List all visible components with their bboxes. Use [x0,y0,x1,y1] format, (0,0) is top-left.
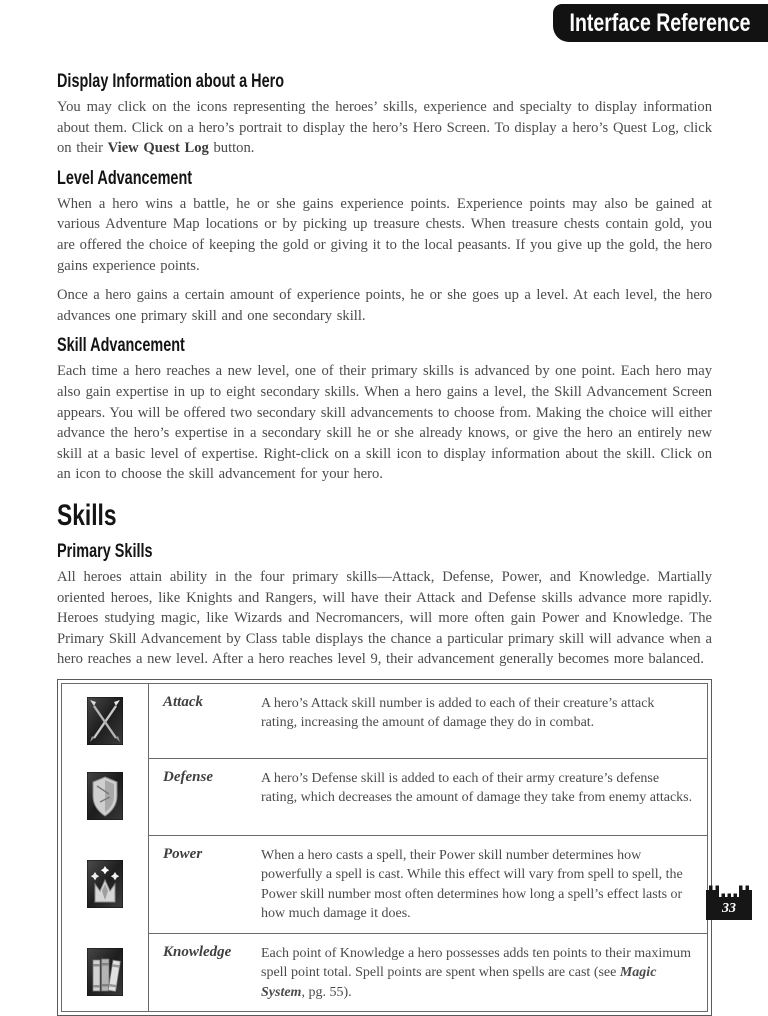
shield-defense-icon [87,772,123,820]
paragraph-primary-skills: All heroes attain ability in the four primary skills—Attack, Defense, Power, and Knowledge. Martially oriented heroes, like Knights and Rangers, will have their Attack and Defense skills advance more rapidly. Heroes studying magic, like Wizards and Necromancers, will more often gain Power and Knowledge. The Primary Skill Advancement by Class table displays the chance a particular primary skill will advance when a hero reaches a new level. After a hero reaches level 9, their advancement generally becomes more balanced. [57,568,712,668]
power-icon-cell [62,835,148,933]
table-row-defense [62,758,707,835]
paragraph-level-advancement-1: When a hero wins a battle, he or she gains experience points. Experience points may also be gained at various Adventure Map locations or by picking up treasure chests. When treasure chests contain gold, you are offered the choice of keeping the gold or giving it to the local peasants. If you give up the gold, the hero gains experience points. [57,195,712,274]
page-number: 33 [722,901,736,916]
view-quest-log-bold-text: View Quest Log [107,140,209,157]
attack-icon-cell [62,684,148,758]
chapter-banner [553,4,768,42]
paragraph-level-advancement-2: Once a hero gains a certain amount of experience points, he or she goes up a level. At each level, the hero advances one primary skill and one secondary skill. [57,287,712,324]
paragraph-skill-advancement: Each time a hero reaches a new level, one of their primary skills is advanced by one point. Each hero may also gain expertise in up to eight secondary skills. When a hero gains a level, the Skill Advancement Screen appears. You will be offered two secondary skill advancements to choose from. Making the choice will either advance the hero’s expertise in a secondary skill he or she already knows, or give the hero an entirely new skill at a basic level of expertise. Right-click on a skill icon to display information about the skill. Click on an icon to choose the skill advancement for your hero. [57,363,712,483]
paragraph-text: button. [208,140,255,157]
table-row-power [62,835,707,933]
attack-text-cells [148,684,707,758]
page-content [57,62,712,1016]
table-row-attack [62,684,707,758]
skill-name: Defense [163,768,213,785]
books-knowledge-icon [87,948,123,996]
skill-name: Attack [163,693,203,710]
table-row-knowledge [62,933,707,1012]
power-text-cells [148,835,707,933]
skill-name: Power [163,845,203,862]
skill-description [261,934,707,1012]
skill-description: A hero’s Attack skill number is added to each of their creature’s attack rating, increasing the amount of damage they do in combat. [261,695,655,731]
paragraph-display-info [57,97,712,159]
crossed-spears-attack-icon [87,697,123,745]
knowledge-text-cells [148,933,707,1012]
power-crown-icon [87,860,123,908]
heading-primary-skills: Primary Skills [57,540,153,562]
knowledge-icon-cell [62,933,148,1012]
defense-icon-cell [62,758,148,835]
magic-system-reference: Magic System [261,965,657,1000]
primary-skills-table [57,679,712,1016]
paragraph-text: You may click on the icons representing the heroes’ skills, experience and specialty to display information about them. Click on a hero’s portrait to display the hero’s Hero Screen. To display a hero’s Quest Log, click on their [57,99,712,157]
heading-display-info: Display Information about a Hero [57,71,285,92]
paragraph-text: , pg. 55). [301,984,352,1000]
chapter-banner-title: Interface Reference [569,8,752,37]
primary-skills-table-inner [61,683,708,1013]
castle-page-number-icon [704,884,754,920]
skill-description: When a hero casts a spell, their Power skill number determines how powerfully a spell is cast. While this effect will vary from spell to spell, the Power skill number most often determines how long a spell’s effect lasts or how much damage it does. [261,847,683,922]
defense-text-cells [148,758,707,835]
paragraph-text: Each point of Knowledge a hero possesses adds ten points to their maximum spell point total. Spell points are spent when spells are cast (see [261,945,692,981]
heading-skills: Skills [57,498,117,532]
heading-level-advancement: Level Advancement [57,167,193,189]
heading-skill-advancement: Skill Advancement [57,335,185,357]
skill-description: A hero’s Defense skill is added to each of their army creature’s defense rating, which decreases the amount of damage they take from enemy attacks. [261,770,693,806]
skill-name: Knowledge [163,943,232,960]
